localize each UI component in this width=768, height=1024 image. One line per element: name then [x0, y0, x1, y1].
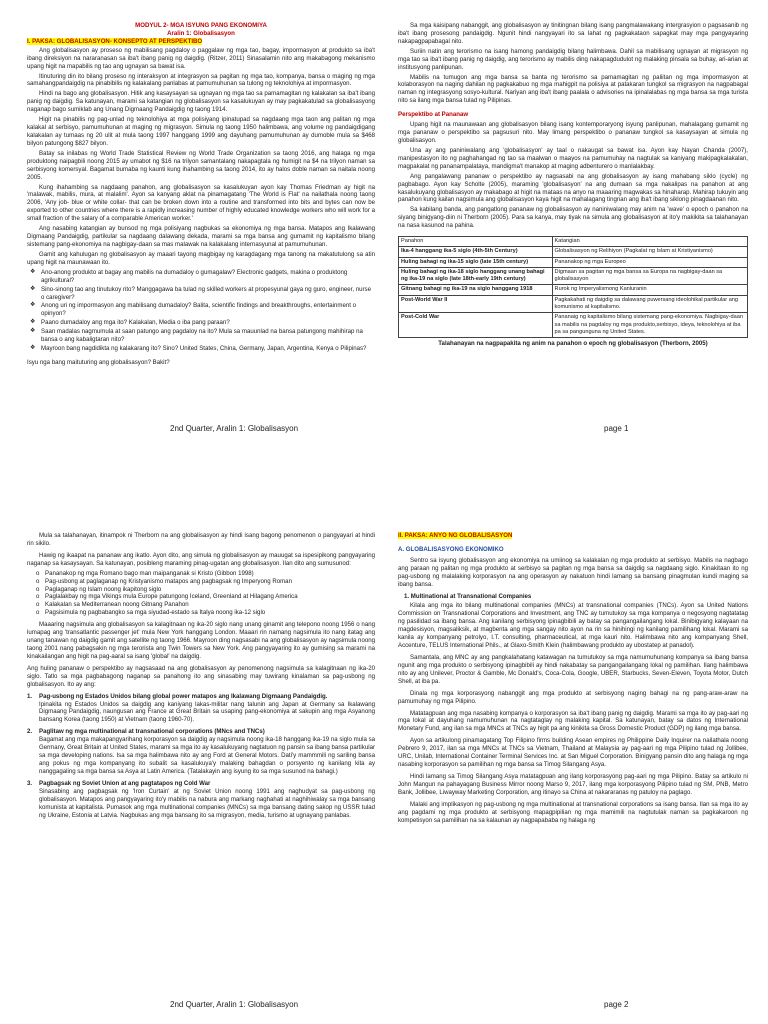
list-item: o Paglalakbay ng mga Vikings mula Europe patungong Iceland, Greenland at Hilagang America	[45, 593, 375, 601]
paragraph: Ang nasabing katangian ay bunsod ng mga polisiyang nagbukas sa ekonomiya ng mga bansa. Matapos ang Ikalawang Digmaang Pandaigdig, partikular sa nagdaang dalawang dekada, marami sa mga bansa ang gumamit ng kapitalismo bilang sistemang pang-ekonomiya na nagbigay-daan sa mas malawak na kalakalang internasyunal at pamumuhunan.	[27, 225, 375, 248]
paragraph: Sentro sa isyung globalisasyon ang ekonomiya na umiinog sa kalakalan ng mga produkto at serbisyo. Mabilis na nagbago ang paraan ng palitan ng mga produkto at serbisyo sa pagitan ng mga bansa sa daigdig sa nagdaang siglo. Kinakitaan ito ng pag-usbong ng malalaking korporasyon na ang operasyon ay nakatuon hindi lamang sa bansang pinagmulan kundi maging sa ibang bansa.	[398, 556, 748, 588]
table-caption: Talahanayan na nagpapakita ng anim na panahon o epoch ng globalisasyon (Therborn, 2005)	[438, 340, 708, 348]
page1-right-column	[398, 22, 748, 468]
question-list	[27, 269, 375, 353]
table-cell: Post-Cold War	[399, 313, 553, 338]
table-row	[399, 285, 748, 295]
paragraph: Matatagpuan ang mga nasabing kompanya o korporasyon sa iba't ibang panig ng daigdig. Marami sa mga ito ay pag-aari ng mga lokal at dayuhang namumuhunan na nagtataglay ng malaking kapital. Sa katunayan, batay sa datos ng International Monetary Fund, ang ilan sa mga MNCs at TNCs ay higit pa ang kinikita sa Gross Domestic Product (GDP) ng ilang mga bansa.	[398, 709, 748, 733]
paragraph: Malaki ang implikasyon ng pag-usbong ng mga multinational at transnational corporations sa isang bansa. Ilan sa mga ito ay ang pagdami ng mga produkto at serbisyong mapagpipilian ng mga mamimili na nagtutulak naman sa pagkakaroon ng kompetisyon sa pamilihan na sa kalaunan ay nagpapababa ng halaga ng	[398, 800, 748, 824]
list-item: 3. Pagbagsak ng Soviet Union at ang pagtatapos ng Cold War Sinasabing ang pagbagsak ng 'Iron Curtain' at ng Soviet Union noong 1991 ang naghudyat sa pag-usbong ng globalisasyon. Matapos ang pangyayaring ito'y mabilis na nabura ang markang naghahati at naghihiwalay sa mga bansang komunista at kapitalista. Pumasok ang mga multinational companies (MNCs) sa mga bansang dating sakop ng USSR tulad ng Ukraine, Estonia at Latvia. Nagbukas ang mga bansang ito sa migrasyon, media, turismo at ugnayang panlabas.	[27, 779, 375, 819]
paragraph: Upang higit na maunawaan ang globalisasyon bilang isang kontemporaryong isyung panlipunan, mahalagang gumamit ng mga pananaw o perspektibo sa pagsusuri nito. May limang perspektibo o pananaw tungkol sa kasaysayan at simula ng globalisasyon.	[398, 121, 748, 144]
paragraph: Ang huling pananaw o perspektibo ay nagsasaad na ang globalisasyon ay penomenong nagsimula sa kalagitnaan ng ika-20 siglo. Tatlo sa mga pagbabagong naganap sa panahong ito ang sinasabing may tuwirang kinalaman sa pag-usbong ng globalisasyon. Ito ay ang:	[27, 664, 375, 688]
list-item: ❖ Sino-sinong tao ang tinutukoy rito? Manggagawa ba tulad ng skilled workers at propesyunal gaya ng guro, engineer, nurse o caregiver?	[41, 286, 375, 302]
list-item: o Pag-usbong at paglaganap ng Kristyanismo matapos ang pagbagsak ng Imperyong Roman	[45, 578, 375, 586]
event-body: Ipinakita ng Estados Unidos sa daigdig ang kaniyang lakas-militar nang talunin ang Japan at Germany sa Ikalawang Digmaang Pandaigdig, naungusan ang France at Great Britain sa usaping pang-ekonomiya at sakupin ang mga Asyanong bansang Korea (taong 1950) at Vietnam (taong 1960-70).	[39, 700, 375, 724]
table-cell: Post-World War II	[399, 295, 553, 313]
paragraph: Hindi na bago ang globalisasyon. Hitik ang kasaysayan sa ugnayan ng mga tao sa pamamagitan ng kalakalan sa iba't ibang panig ng daigdig. Sa katunayan, marami sa katangian ng globalisasyon sa kasalukuyan ay may pagkakatulad sa globalisasyong naganap bago sumiklab ang Unang Digmaang Pandaigdig ng taong 1914.	[27, 90, 375, 114]
mnc-heading: 1. Multinational at Transnational Companies	[404, 592, 532, 600]
table-cell: Pagkakahati ng daigdig sa dalawang puwersang ideolohikal partikular ang komunismo at kapitalismo.	[552, 295, 747, 313]
section-heading-2: II. PAKSA: ANYO NG GLOBALISASYON	[398, 532, 513, 539]
section-heading-1: I. PAKSA: GLOBALISASYON- KONSEPTO AT PERSPEKTIBO	[27, 37, 203, 45]
paragraph: Ayon sa artikulong pinamagatang Top Filipino firms building Asean empires ng Philippine Daily Inquirer na nailathala noong Pebrero 9, 2017, ilan sa mga MNCs at TNCs sa Vietnam, Thailand at Malaysia ay pag-aari ng mga Pilipino tulad ng Jollibee, URC, Unilab, International Container Terminal Services Inc. at San Miguel Corporation. Binigyang pansin dito ang halaga ng mga nasabing korporasyon sa pamilihan ng mga bansa sa Timog Silangang Asya.	[398, 737, 748, 769]
paragraph: Hindi lamang sa Timog Silangang Asya matatagpuan ang ilang korporasyong pag-aari ng mga Pilipino. Batay sa artikulo ni John Mangun na pahayagang Business Mirror noong Marso 9, 2017, ilang mga korporasyong Pilipino tulad ng SM, PNB, Metro Bank, Jollibee, Liwayway Marketing Corporation, ang itinayo sa China at nakararanas ng patuloy na paglago.	[398, 772, 748, 796]
footer-left-1: 2nd Quarter, Aralin 1: Globalisasyon	[170, 424, 299, 433]
list-item: o Kalakalan sa Mediterranean noong Gitnang Panahon	[45, 601, 375, 609]
paragraph: Suriin natin ang terorismo na isang hamong pandaigdig bilang halimbawa. Dahil sa mabilisang ugnayan at migrasyon ng mga tao sa iba't ibang panig ng daigdig, ang terorismo ay mabilis ding nakapagdudulot ng malaking pinsala sa buhay, ari-arian at institusyong panlipunan.	[398, 47, 748, 71]
closing-question: Isyu nga bang maituturing ang globalisasyon? Bakit?	[27, 358, 170, 366]
table-cell: Gitnang bahagi ng ika-19 na siglo hanggang 1918	[399, 285, 553, 295]
paragraph: Sa kabilang banda, ang pangatlong pananaw ng globalisasyon ay naniniwalang may anim na 'wave' o epoch o panahon na siyang binigyang-diin ni Therborn (2005). Para sa kanya, may tiyak na simula ang globalisasyon at ito'y makikita sa talahanayan na nasa kasunod na pahina.	[398, 206, 748, 230]
list-item: ❖ Ano-anong produkto at bagay ang mabilis na dumadaloy o gumagalaw? Electronic gadgets, makina o produktong agrikultural?	[41, 269, 375, 285]
events-list	[27, 693, 375, 820]
perspectives-heading: Perspektibo at Pananaw	[398, 111, 469, 119]
footer-right-2: page 2	[604, 1000, 629, 1009]
table-cell: Ika-4 hanggang ika-5 siglo (4th-5th Century)	[399, 247, 553, 257]
page2-left-column	[27, 532, 375, 980]
paragraph: Samantala, ang MNC ay ang pangkalahatang katawagan na tumutukoy sa mga namumuhunang kompanya sa ibang bansa ngunit ang mga produkto o serbisyong ipinagbibili ay hindi nakabatay sa pangangailangang lokal ng pamilihan. Ilang halimbawa nito ay ang Unilever, Proctor & Gamble, Mc Donald's, Coca-Cola, Google, UBER, Starbucks, Seven-Eleven, Toyota Motor, Dutch Shell, at iba pa.	[398, 653, 748, 685]
table-cell: Globalisasyon ng Relihiyon (Pagkalat ng Islam at Kristiyanismo)	[552, 247, 747, 257]
event-body: Sinasabing ang pagbagsak ng 'Iron Curtain' at ng Soviet Union noong 1991 ang naghudyat sa pag-usbong ng globalisasyon. Matapos ang pangyayaring ito'y mabilis na nabura ang markang naghahati at naghihiwalay sa mga bansang komunista at kapitalista. Pumasok ang mga multinational companies (MNCs) sa mga bansang dating sakop ng USSR tulad ng Ukraine, Estonia at Latvia. Nagbukas ang mga bansang ito sa migrasyon, media, turismo at ugnayang panlabas.	[39, 787, 375, 819]
paragraph: Mula sa talahanayan, itinampok ni Therborn na ang globalisasyon ay hindi isang bagong penomenon o pangyayari at hindi rin sikilo.	[27, 532, 375, 547]
paragraph: Itinuturing din ito bilang proseso ng interaksyon at integrasyon sa pagitan ng mga tao, kompanya, bansa o maging ng mga samahangpandaigdig na pinabibilis ng kalakalang panlabas at pamumuhunan sa tulong ng teknolohiya at impormasyon.	[27, 72, 375, 88]
page2-right-column	[398, 532, 748, 980]
paragraph: Gamit ang kahulugan ng globalisasyon ay maaari tayong magbigay ng karagdagang mga tanong na makatutulong sa atin upang higit na maunawaan ito.	[27, 250, 375, 266]
table-cell: Huling bahagi ng ika-15 siglo (late 15th century)	[399, 257, 553, 267]
table-row	[399, 267, 748, 285]
table-cell: Rurok ng Imperyalismong Kanluranin	[552, 285, 747, 295]
table-header: Katangian	[552, 237, 747, 247]
paragraph: Ang pangalawang pananaw o perspektibo ay nagsasabi na ang globalisasyon ay isang mahabang siklo (cycle) ng pagbabago. Ayon kay Scholte (2005), maraming 'globalisasyon' na ang dumaan sa mga nakalipas na panahon at ang kasalukuyang globalisasyon ay makabago at higit na mataas na anyo na maaaring magwakas sa hinaharap. Mahirap tukuyin ang panahon kung kailan nagsimula ang globalisasyon kaya higit na mahalagang tingnan ang iba't ibang siklong pinagdaanan nito.	[398, 172, 748, 204]
page1-left-column	[27, 22, 375, 468]
list-item: o Pananakop ng mga Romano bago man maipanganak si Kristo (Gibbon 1998)	[45, 570, 375, 578]
list-item: ❖ Mayroon bang nagdidikta ng kalakarang ito? Sino? United States, China, Germany, Japan, Argentina, Kenya o Pilipinas?	[41, 345, 375, 353]
event-body: Bagamat ang mga makapangyarihang korporasyon sa daigdig ay nagsimula noong ika-18 hanggang ika-19 na siglo mula sa Germany, Great Britain at United States, marami sa mga ito ay kasalukuyang nagtatuon ng pansin sa ibang bansa partikular sa mga developing nations. Isa sa mga halimbawa nito ay ang Ford at General Motors. Dati'y mammmili ng sariling bansa ang pokus ng mga kompanyang ito subalit sa kasalukuya'y malaking bahagdan o porsyento ng kanilang kita ay nanggagaling sa mga bansa sa Asya at Latin America. (Tatalakayin ang isyung ito sa mga susunod na bahagi.)	[39, 736, 375, 775]
footer-right-1: page 1	[604, 424, 629, 433]
paragraph: Kung ihahambing sa nagdaang panahon, ang globalisasyon sa kasalukuyan ayon kay Thomas Friedman ay higit na 'malawak, mabilis, mura, at malalim'. Ayon sa kanyang aklat na pinamagatang 'The World is Flat' na nailathala noong taong 2006, 'Any job- blue or white collar- that can be broken down into a routine and transformed into bits and bytes can now be exported to other countries where there is a rapidly increasing number of highly educated knowledge workers who will work for a small fraction of the salary of a comparable American worker.'	[27, 183, 375, 223]
eras-table	[398, 236, 748, 338]
origins-list	[27, 570, 375, 618]
table-cell: Digmaan sa pagitan ng mga bansa sa Europa na nagbigay-daan sa globalisasyon	[552, 267, 747, 285]
list-item: ❖ Anong uri ng impormasyon ang mabilisang dumadaloy? Balita, scientific findings and breakthroughs, entertainment o opinyon?	[41, 302, 375, 318]
paragraph: Dinala ng mga korporasyong nabanggit ang mga produkto at serbisyong naging bahagi na ng pang-araw-araw na pamumuhay ng mga Pilipino.	[398, 689, 748, 705]
module-title: MODYUL 2- MGA ISYUNG PANG EKONOMIYA	[135, 22, 267, 29]
list-item: 2. Paglitaw ng mga multinational at transnational corporations (MNcs and TNCs) Bagamat ang mga makapangyarihang korporasyon sa daigdig ay nagsimula noong ika-18 hanggang ika-19 na siglo mula sa Germany, Great Britain at United States, marami sa mga ito ay kasalukuyang nagtatuon ng pansin sa ibang bansa partikular sa mga developing nations. Isa sa mga halimbawa nito ay ang Ford at General Motors. Dati'y mammmili ng sariling bansa ang pokus ng mga kompanyang ito subalit sa kasalukuya'y malaking bahagdan o porsyento ng kanilang kita ay nanggagaling sa mga bansa sa Asya at Latin America. (Tatalakayin ang isyung ito sa mga susunod na bahagi.)	[27, 728, 375, 775]
paragraph: Ang globalisasyon ay proseso ng mabilisang pagdaloy o paggalaw ng mga tao, bagay, impormasyon at produkto sa iba't ibang direksiyon na nararanasan sa iba't ibang panig ng daigdig. (Ritzer, 2011) Sinasalamin nito ang makabagong mekanismo upang higit na mapabilis ng tao ang ugnayan sa bawat isa.	[27, 46, 375, 70]
table-row	[399, 257, 748, 267]
lesson-title: Aralin 1: Globalisasyon	[167, 29, 235, 37]
table-cell: Pananaig ng kapitalismo bilang sistemang pang-ekonomiya. Nagbigay-daan sa mabilis na pagdaloy ng mga produkto,serbisyo, ideya, teknolohiya at iba pa sa pangunguna ng United States.	[552, 313, 747, 338]
list-item: ❖ Paano dumadaloy ang mga ito? Kalakalan, Media o iba pang paraan?	[41, 319, 375, 327]
table-row	[399, 313, 748, 338]
paragraph: Kilala ang mga ito bilang multinational companies (MNCs) at transnational companies (TNCs). Ayon sa United Nations Commission on Transnational Corporations and Investment, ang TNC ay tumutukoy sa mga kompanya o negosyong nagtatatag ng pasilidad sa ibang bansa. Ang kanilang serbisyong ipinagbibili ay batay sa pangangailangang lokal. Binibigyang kalayaan na magdesisyon, magsaliksik, at magbenta ang mga sangay nito ayon na rin sa hinihingi ng kanilang pamilihang lokal. Marami sa kanila ay kompanyang petrolyo, I.T. consulting, pharmaceutical, at mga kauri nito. Halimbawa nito ang kompanyang Shell, Accenture, TELUS International Phils., at Glaxo-Smith Klein (halimbawang produkto ay ubostatep at panadol).	[398, 602, 748, 650]
subheading: A. GLOBALISASYONG EKONOMIKO	[398, 545, 504, 553]
table-header: Panahon	[399, 237, 553, 247]
paragraph: Batay sa inilabas ng World Trade Statistical Review ng World Trade Organization sa taong 2016, ang halaga ng mga produktong naipagbili noong 2015 ay umabot ng $16 na trilyon samantalang nakapagtala ng humigit na $4 na trilyon naman sa serbisyong komersyal. Bagamat bumaba ng kaunti kung ihahambing sa taong 2014, ito ay halos doble naman sa naitala noong 2005.	[27, 149, 375, 181]
list-item: o Pagsisimula ng pagbabangko sa mga siyudad-estado sa Italya noong ika-12 siglo	[45, 609, 375, 617]
paragraph: Hawig ng ikaapat na pananaw ang ikatlo. Ayon dito, ang simula ng globalisasyon ay mauugat sa ispesipikong pangyayaring naganap sa kasaysayan. Sa katunayan, posibleng maraming pinag-ugatan ang globalisasyon. Ilan dito ang sumusunod:	[27, 551, 375, 567]
event-title: Paglitaw ng mga multinational at transnational corporations (MNcs and TNCs)	[39, 728, 265, 736]
footer-left-2: 2nd Quarter, Aralin 1: Globalisasyon	[170, 1000, 299, 1009]
table-cell: Pananakop ng mga Europeo	[552, 257, 747, 267]
list-item: 1. Pag-usbong ng Estados Unidos bilang global power matapos ang Ikalawang Digmaang Pandaigdig. Ipinakita ng Estados Unidos sa daigdig ang kaniyang lakas-militar nang talunin ang Japan at Germany sa Ikalawang Digmaang Pandaigdig, naungusan ang France at Great Britain sa usaping pang-ekonomiya at sakupin ang mga Asyanong bansang Korea (taong 1950) at Vietnam (taong 1960-70).	[27, 692, 375, 724]
list-item: o Paglaganap ng Islam noong ikapitong siglo	[45, 586, 375, 594]
event-title: Pag-usbong ng Estados Unidos bilang global power matapos ang Ikalawang Digmaang Pandaigdig.	[39, 692, 328, 700]
table-row	[399, 247, 748, 257]
list-item: ❖ Saan madalas nagmumula at saan patungo ang pagdaloy na ito? Mula sa mauunlad na bansa patungong mahihirap na bansa o ang kabaligtaran nito?	[41, 328, 375, 344]
paragraph: Mabilis na tumugon ang mga bansa sa banta ng terorismo sa pamamagitan ng paliitan ng mga impormasyon at kolaborasyon na naging dahilan ng pagkakabuo ng mga mahigpit na polisiya at patakaran tungkol sa migrasyon na nagpabagal naman ng integrasyong sosyo-kultural. Nariyan ang iba't ibang paalala o advisories na ipinalalabas ng mga bansa sa mga turista nito sa ilang mga bansa tulad ng Pilipinas.	[398, 73, 748, 105]
table-cell: Huling bahagi ng ika-18 siglo hanggang unang bahagi ng ika-19 na siglo (late 18th-early 19th century)	[399, 267, 553, 285]
paragraph: Maaaring nagsimula ang globalisasyon sa kalagitnaan ng ika-20 siglo nang unang ginamit ang telepono noong 1956 o nang lumapag ang 'transatlantic passenger jet' mula New York hanggang London. Maaari rin namang nagsimula ito nang itatag ang unang tanawan ng daigdig gamit ang satellite ng taong 1966. Mayroon ding nagsasabi na ang globalisasyon ay nagsimula noong taong 2001 nang pabagsakin ng mga terorista ang Twin Towers sa New York. Ang pangyayaring ito ay gumising sa marami na kinakailangan ang higit na pag-aaral sa isang 'global' na daigdig.	[27, 621, 375, 660]
paragraph: Una ay ang paniniwalang ang 'globalisasyon' ay taal o nakaugat sa bawat isa. Ayon kay Nayan Chanda (2007), manipestasyon ito ng paghahangad ng tao sa maalwan o maayos na pamumuhay na nagtulak sa kaniyang makipagkalakalan, magpakalat ng pananampalataya, mandigma't manakop at maging adbenturero o manlalakbay.	[398, 146, 748, 170]
paragraph: Higit na pinabilis ng pag-unlad ng teknolohiya at mga polisiyang ipinatupad sa nagdaang mga taon ang palitan ng mga kalakal at serbisyo, pamumuhunan at maging ng migrasyon. Simula ng taong 1950 halimbawa, ang volume ng pandaigdigang kalakalan ay tumaas ng 20 ulit at mula taong 1997 hanggang 1999 ang dayuhang pamumuhunan ay dumoble mula sa $468 bilyon patungong $827 bilyon.	[27, 116, 375, 147]
paragraph: Sa mga kaisipang nabanggit, ang globalisasyon ay tinitingnan bilang isang pangmalawakang intergrasyion o pagsasanib ng iba't ibang prosesong pandaigdig. Ngunit hindi nangyayari ito sa lahat ng pagkakataon sapagkat may mga pangyayaring nakapagpapabagal nito.	[398, 22, 748, 45]
table-row	[399, 295, 748, 313]
event-title: Pagbagsak ng Soviet Union at ang pagtatapos ng Cold War	[39, 779, 211, 787]
